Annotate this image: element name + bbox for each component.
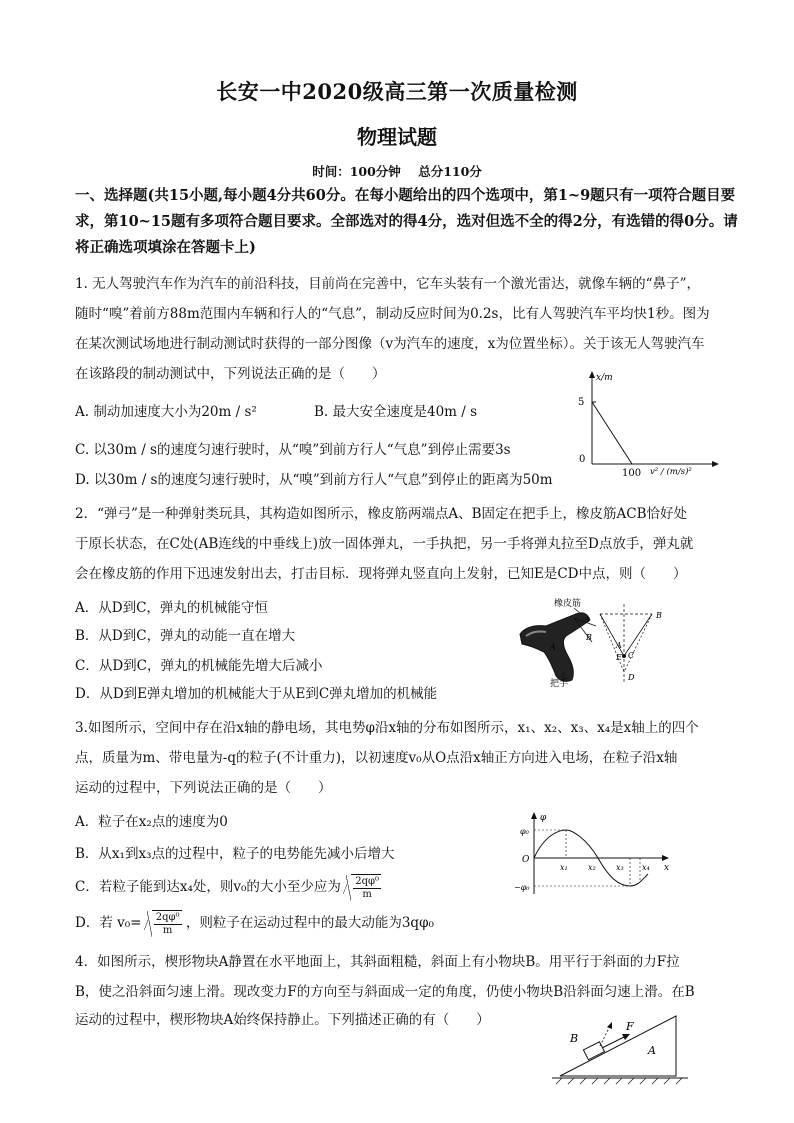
- q3-option-c-sqrt: $\frac{\text{2qφ⁰}}{m}$: [351, 874, 381, 901]
- q3-option-d: D．若 v₀= $\frac{\text{2qφ⁰}}{m}$ ，则粒子在运动过程中的最大动能为3qφ₀: [75, 912, 434, 936]
- q3-option-d-sqrt: $\frac{\text{2qφ⁰}}{m}$: [152, 910, 182, 937]
- q2-line: 于原长状态，在C处(AB连线的中垂线上)放一固体弹丸，一手执把，另一手将弹丸拉至D点放手，弹丸就: [75, 536, 694, 552]
- q1-option-c: C. 以30m / s的速度匀速行驶时，从“嗅”到前方行人“气息”到停止需要3s: [75, 442, 511, 458]
- q3-line: 3.如图所示，空间中存在沿x轴的静电场，其电势φ沿x轴的分布如图所示，x₁、x₂、x₃、x₄是x轴上的四个: [75, 720, 699, 736]
- q1-line: 1. 无人驾驶汽车作为汽车的前沿科技，目前尚在完善中，它车头装有一个激光雷达，就像车辆的“鼻子”，: [75, 276, 700, 292]
- svg-text:B: B: [586, 633, 592, 642]
- q1-origin: 0: [579, 454, 586, 465]
- svg-text:E: E: [616, 653, 622, 662]
- q1-graph: [572, 368, 722, 476]
- svg-text:φ: φ: [540, 813, 547, 823]
- svg-text:−φ₀: −φ₀: [514, 883, 530, 892]
- q4-wedge-figure: [548, 1012, 698, 1086]
- exam-title: 长安一中2020级高三第一次质量检测: [216, 79, 578, 104]
- q2-slingshot-figure: [516, 596, 676, 688]
- q2-option-b: B．从D到C，弹丸的动能一直在增大: [75, 628, 296, 644]
- q3-potential-graph: [506, 810, 676, 896]
- svg-text:x₁: x₁: [560, 863, 568, 872]
- q1-x-label: v² / (m/s)²: [650, 467, 692, 476]
- q1-option-a: A. 制动加速度大小为20m / s²: [75, 404, 257, 420]
- q4-line: B，使之沿斜面匀速上滑。现改变力F的方向至与斜面成一定的角度，仍使小物块B沿斜面匀速上滑。在B: [75, 984, 695, 1000]
- q2-option-c: C．从D到C，弹丸的机械能先增大后减小: [75, 658, 323, 674]
- q2-line: 2．“弹弓”是一种弹射类玩具，其构造如图所示，橡皮筋两端点A、B固定在把手上，橡皮筋ACB恰好处: [75, 506, 688, 522]
- svg-text:x₂: x₂: [588, 863, 596, 872]
- section-instructions-line2: 求，第10~15题有多项符合题目要求。全部选对的得4分，选对但选不全的得2分，有选错的得0分。请: [75, 213, 738, 230]
- exam-meta: 时间：100分钟 总分110分: [312, 164, 482, 179]
- q1-line: 在该路段的制动测试中，下列说法正确的是（ ）: [75, 366, 386, 382]
- q1-option-d: D. 以30m / s的速度匀速行驶时，从“嗅”到前方行人“气息”到停止的距离为50m: [75, 472, 553, 488]
- q1-x-tick: 100: [622, 468, 642, 476]
- svg-text:x₄: x₄: [642, 863, 650, 872]
- q2-rubber-label: 橡皮筋: [554, 599, 582, 609]
- svg-text:B: B: [570, 1032, 579, 1045]
- q2-option-a: A．从D到C，弹丸的机械能守恒: [75, 600, 268, 616]
- svg-text:x₃: x₃: [616, 863, 624, 872]
- svg-text:C: C: [628, 651, 635, 660]
- q1-graph-line: [592, 402, 632, 464]
- q3-option-b: B．从x₁到x₃点的过程中，粒子的电势能先减小后增大: [75, 846, 395, 862]
- q1-y-label: x/m: [596, 373, 613, 383]
- svg-text:φ₀: φ₀: [520, 827, 529, 836]
- svg-text:A: A: [648, 1044, 656, 1057]
- svg-text:F: F: [626, 1020, 634, 1033]
- section-instructions-line3: 将正确选项填涂在答题卡上): [75, 239, 256, 256]
- svg-text:A: A: [584, 615, 590, 624]
- q1-y-tick: 5: [578, 397, 585, 408]
- svg-text:A: A: [616, 641, 622, 650]
- q1-line: 在某次测试场地进行制动测试时获得的一部分图像（v为汽车的速度，x为位置坐标）。关于该无人驾驶汽车: [75, 336, 705, 352]
- q2-line: 会在橡皮筋的作用下迅速发射出去，打击目标．现将弹丸竖直向上发射，已知E是CD中点，则（ ）: [75, 566, 687, 582]
- q2-option-d: D．从D到E弹丸增加的机械能大于从E到C弹丸增加的机械能: [75, 686, 438, 702]
- svg-text:O: O: [522, 855, 530, 865]
- q1-y-arrow: [589, 371, 595, 378]
- q4-wedge-a: [560, 1016, 676, 1076]
- q3-option-a: A．粒子在x₂点的速度为0: [75, 814, 228, 830]
- q1-option-b: B. 最大安全速度是40m / s: [314, 404, 478, 420]
- q4-line: 4．如图所示，楔形物块A静置在水平地面上，其斜面粗糙，斜面上有小物块B。用平行于斜面的力F拉: [75, 954, 680, 970]
- svg-text:A: A: [550, 643, 556, 652]
- section-instructions-line1: 一、选择题(共15小题,每小题4分共60分。在每小题给出的四个选项中，第1~9题只有一项符合题目要: [75, 187, 736, 204]
- q1-x-arrow: [712, 461, 719, 467]
- q3-line: 点，质量为m、带电量为-q的粒子(不计重力)，以初速度v₀从O点沿x轴正方向进入电场，在粒子沿x轴: [75, 750, 678, 766]
- svg-text:B: B: [656, 611, 662, 620]
- q3-option-c: C．若粒子能到达x₄处，则v₀的大小至少应为 $\frac{\text{2qφ⁰}}{m}$: [75, 876, 379, 900]
- svg-text:D: D: [628, 673, 635, 682]
- q3-line: 运动的过程中，下列说法正确的是（ ）: [75, 780, 332, 796]
- svg-text:x: x: [664, 863, 670, 873]
- q1-line: 随时“嗅”着前方88m范围内车辆和行人的“气息”，制动反应时间为0.2s，比有人驾驶汽车平均快1秒。图为: [75, 306, 710, 322]
- q4-line: 运动的过程中，楔形物块A始终保持静止。下列描述正确的有（ ）: [75, 1012, 490, 1028]
- exam-subject: 物理试题: [357, 125, 437, 149]
- q2-handle-label: 把手: [550, 679, 569, 688]
